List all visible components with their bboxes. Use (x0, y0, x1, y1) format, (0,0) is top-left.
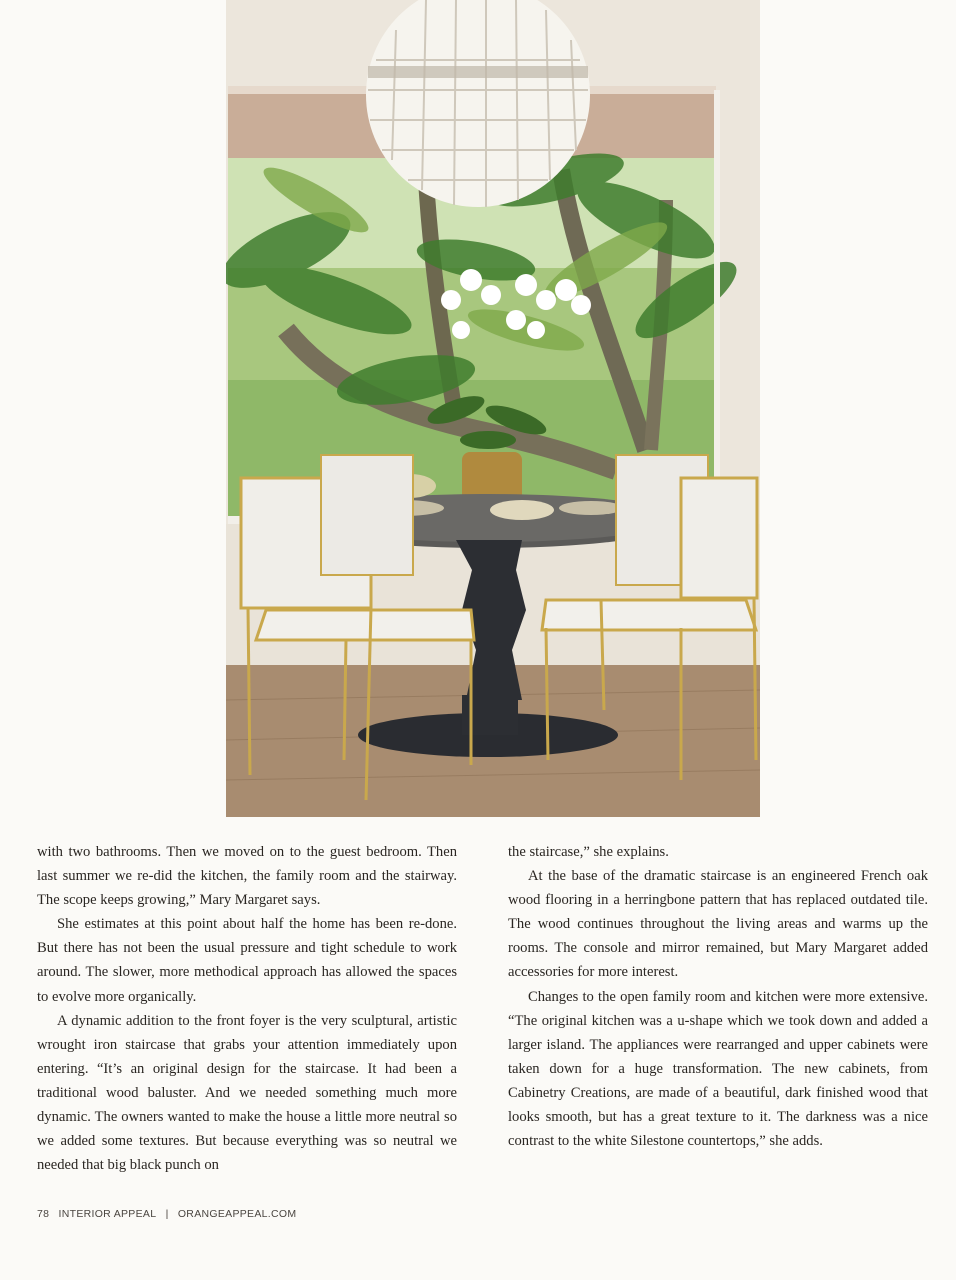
article-paragraph: At the base of the dramatic staircase is an engineered French oak wood flooring in a herringbone pattern that has replaced outdated tile. The wood continues throughout the living areas and warms up the rooms. The console and mirror remained, but Mary Margaret added accessories for more interest. (508, 868, 928, 981)
article-paragraph: the staircase,” she explains. (508, 844, 669, 860)
page-number: 78 (37, 1208, 50, 1220)
article-right-column (508, 840, 928, 1153)
article-paragraph: with two bathrooms. Then we moved on to the guest bedroom. Then last summer we re-did the kitchen, the family room and the stairway. The scope keeps growing,” Mary Margaret says. (37, 844, 457, 909)
dining-room-photo (226, 0, 760, 817)
article-paragraph: A dynamic addition to the front foyer is the very sculptural, artistic wrought iron staircase that grabs your attention immediately upon entering. “It’s an original design for the staircase. It had been a traditional wood baluster. And we needed something much more dynamic. The owners wanted to make the house a little more neutral so we added some textures. But because everything was so neutral we needed that big black punch on (37, 1012, 457, 1174)
article-paragraph: She estimates at this point about half the home has been re-done. But there has not been the usual pressure and tight schedule to work around. The slower, more methodical approach has allowed the spaces to evolve more organically. (37, 916, 457, 1005)
publication-name: INTERIOR APPEAL (58, 1208, 157, 1220)
article-paragraph: Changes to the open family room and kitchen were more extensive. “The original kitchen was a u-shape which we took down and added a larger island. The appliances were rearranged and upper cabinets were taken down for a huge transformation. The new cabinets, from Cabinetry Creations, are made of a beautiful, dark finished wood that looks smooth, but has a great texture to it. The darkness was a nice contrast to the white Silestone countertops,” she adds. (508, 988, 928, 1150)
footer-separator: | (165, 1208, 169, 1220)
page-footer (37, 1208, 302, 1220)
article-left-column (37, 840, 457, 1177)
website-link[interactable]: ORANGEAPPEAL.COM (177, 1208, 297, 1220)
